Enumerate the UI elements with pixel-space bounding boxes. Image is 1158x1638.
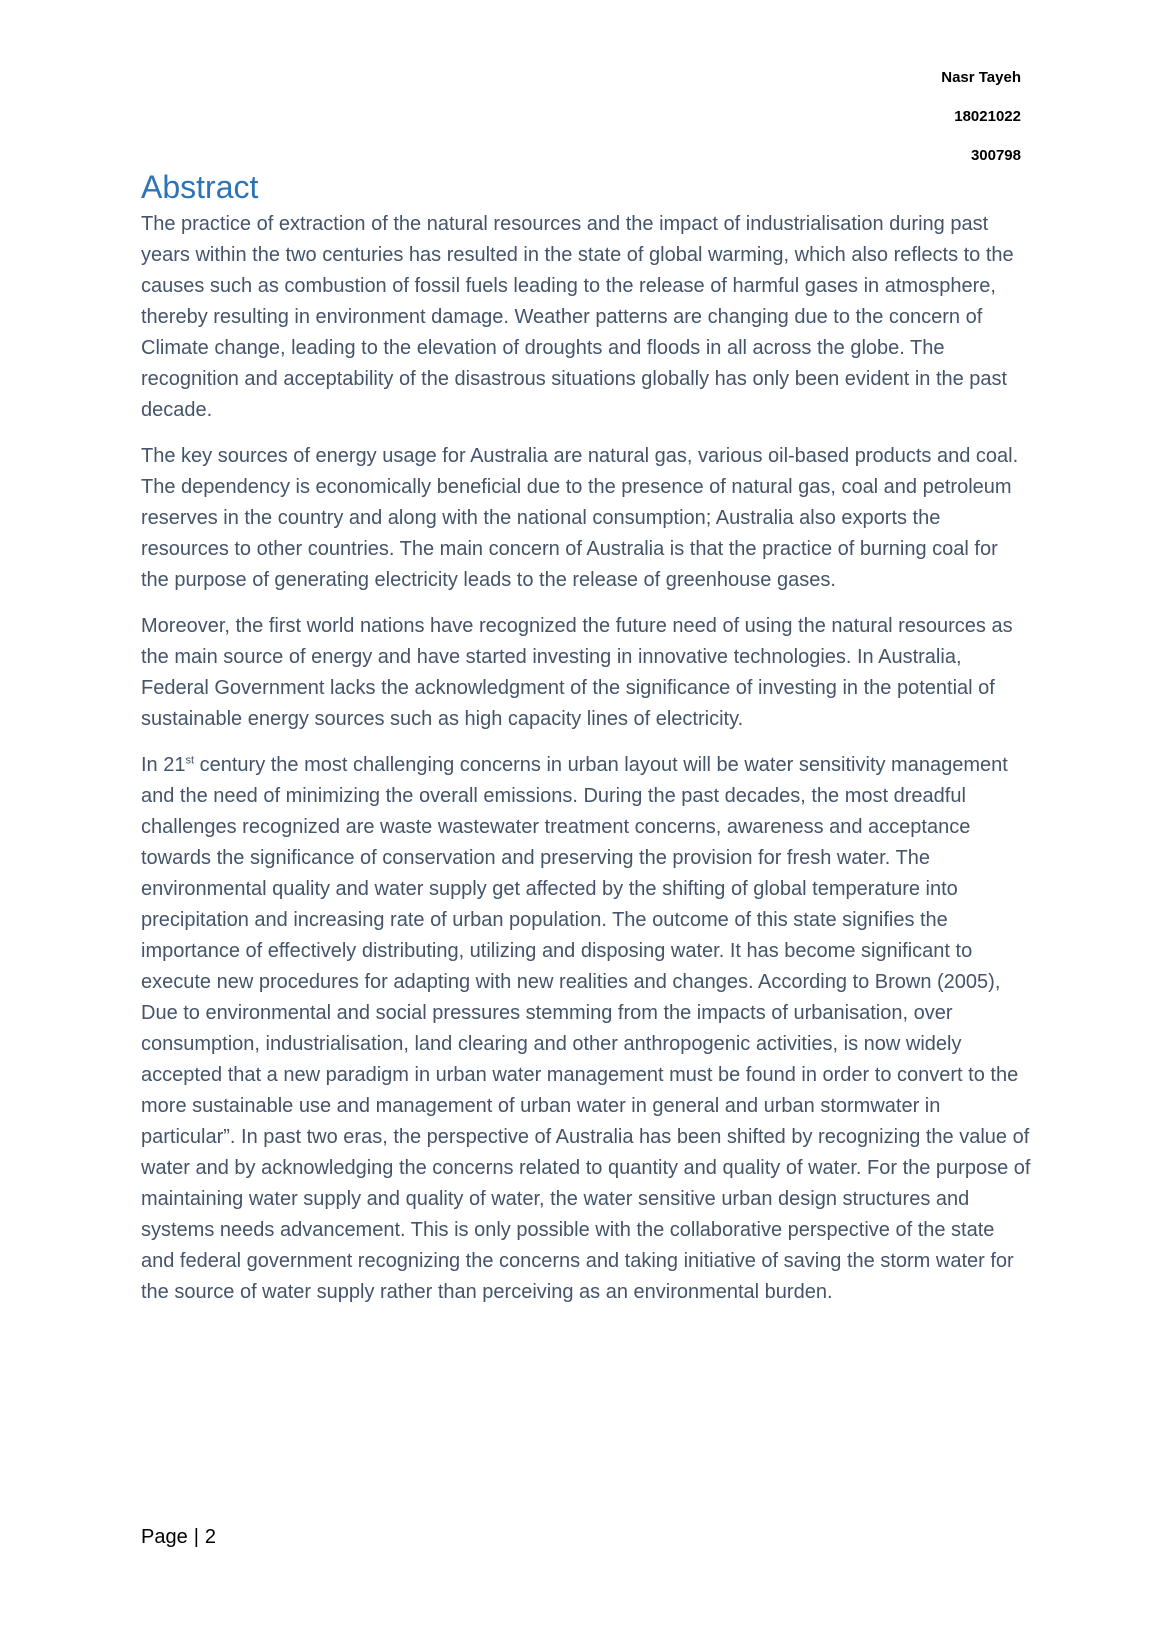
- section-heading: Abstract: [141, 169, 259, 205]
- unit-code: 300798: [970, 147, 1021, 164]
- paragraph-4: [141, 750, 1031, 1308]
- paragraph-4-body: century the most challenging concerns in urban layout will be water sensitivity management and the need of minimizing the overall emissions. During the past decades, the most dreadful challenges recognized are waste wastewater treatment concerns, awareness and acceptance towards the significance of conservation and preserving the provision for fresh water. The environmental quality and water supply get affected by the shifting of global temperature into precipitation and increasing rate of urban population. The outcome of this state signifies the importance of effectively distributing, utilizing and disposing water. It has become significant to execute new procedures for adapting with new realities and changes. According to Brown (2005), Due to environmental and social pressures stemming from the impacts of urbanisation, over consumption, industrialisation, land clearing and other anthropogenic activities, is now widely accepted that a new paradigm in urban water management must be found in order to convert to the more sustainable use and management of urban water in general and urban stormwater in particular”. In past two eras, the perspective of Australia has been shifted by recognizing the value of water and by acknowledging the concerns related to quantity and quality of water. For the purpose of maintaining water supply and quality of water, the water sensitive urban design structures and systems needs advancement. This is only possible with the collaborative perspective of the state and federal government recognizing the concerns and taking initiative of saving the storm water for the source of water supply rather than perceiving as an environmental burden.: [141, 754, 1031, 1303]
- page-footer: [141, 1526, 216, 1549]
- paragraph-1: The practice of extraction of the natural resources and the impact of industrialisation during past years within the two centuries has resulted in the state of global warming, which also reflects to the causes such as combustion of fossil fuels leading to the release of harmful gases in atmosphere, thereby resulting in environment damage. Weather patterns are changing due to the concern of Climate change, leading to the elevation of droughts and floods in all across the globe. The recognition and acceptability of the disastrous situations globally has only been evident in the past decade.: [141, 213, 1014, 421]
- ordinal-superscript: st: [185, 754, 195, 767]
- paragraph-2: The key sources of energy usage for Australia are natural gas, various oil-based products and coal. The dependency is economically beneficial due to the presence of natural gas, coal and petroleum reserves in the country and along with the national consumption; Australia also exports the resources to other countries. The main concern of Australia is that the practice of burning coal for the purpose of generating electricity leads to the release of greenhouse gases.: [141, 445, 1019, 591]
- page-label: Page: [141, 1526, 188, 1548]
- paragraph-3: Moreover, the first world nations have recognized the future need of using the natural resources as the main source of energy and have started investing in innovative technologies. In Australia, Federal Government lacks the acknowledgment of the significance of investing in the potential of sustainable energy sources such as high capacity lines of electricity.: [141, 615, 1013, 730]
- author-name: Nasr Tayeh: [941, 69, 1021, 86]
- paragraph-4-prefix: In 21: [141, 754, 186, 776]
- page-number: 2: [204, 1526, 217, 1548]
- document-body: [141, 167, 1031, 1323]
- footer-separator: |: [193, 1526, 199, 1548]
- student-id: 18021022: [954, 108, 1021, 125]
